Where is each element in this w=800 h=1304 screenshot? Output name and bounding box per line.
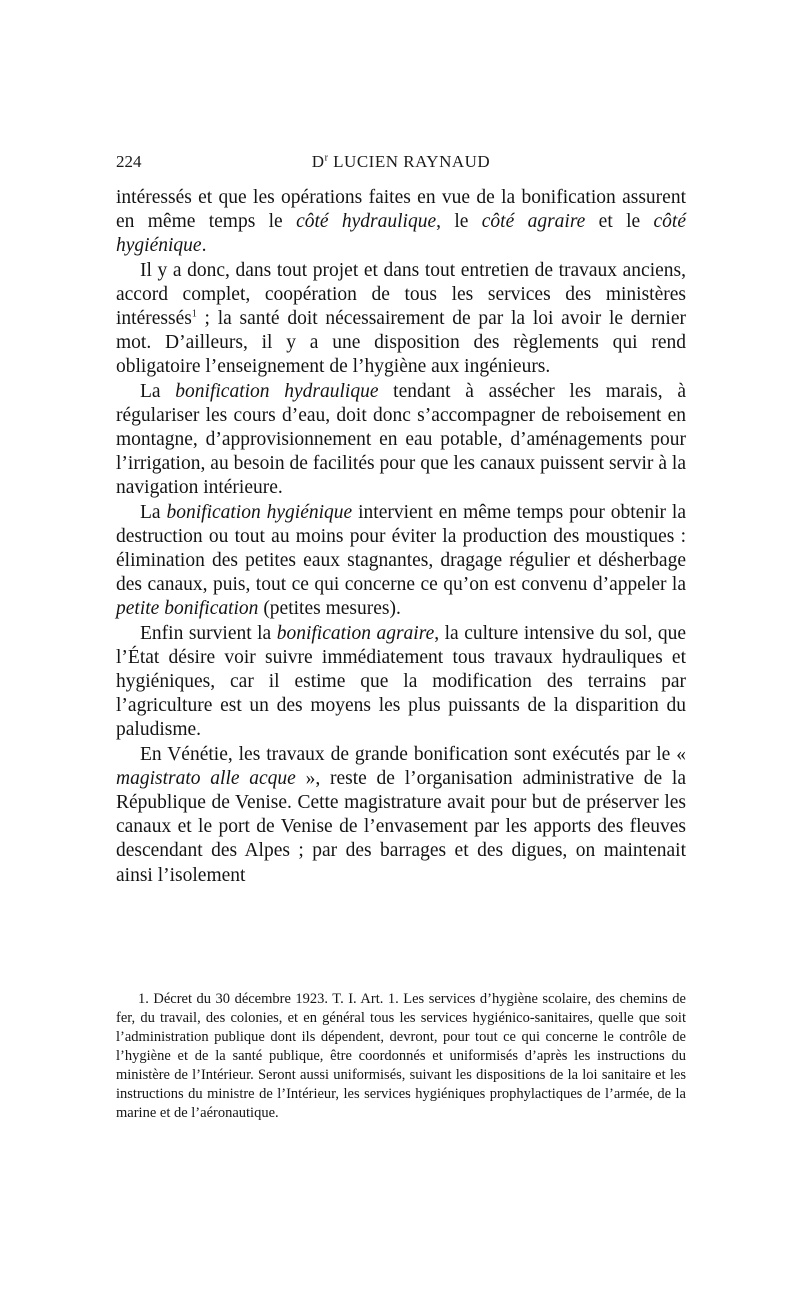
text-run: Il y a donc, dans tout projet et dans tout entretien de travaux anciens, accord complet, coopération de tous les services des ministères intéressés bbox=[116, 259, 686, 330]
text-run: La bbox=[140, 501, 167, 523]
body-text bbox=[116, 186, 686, 888]
running-head bbox=[116, 152, 686, 172]
page-header bbox=[116, 152, 686, 174]
italic-run: côté hygiénique bbox=[116, 211, 686, 257]
footnote bbox=[116, 990, 686, 1123]
text-run: intéressés et que les opérations faites en vue de la bonification assurent en même temps le bbox=[116, 187, 686, 233]
text-run: Enfin survient la bbox=[140, 622, 277, 644]
paragraph-4 bbox=[116, 501, 686, 622]
author-title-sup: r bbox=[324, 152, 329, 164]
text-run: intervient en même temps pour obtenir la destruction ou tout au moins pour éviter la production des moustiques : élimination des petites eaux stagnantes, dragage régulier et désherbage des canaux, puis, tout ce qui concerne ce qu’on est convenu d’appeler la bbox=[116, 501, 687, 596]
paragraph-2 bbox=[116, 259, 686, 380]
paragraph-6 bbox=[116, 743, 686, 888]
text-run: », reste de l’organisation administrative de la République de Venise. Cette magistrature avait pour but de préserver les canaux et le port de Venise de l’envasement par les apports des fleuves descendant des Alpes ; par des barrages et des digues, on maintenait ainsi l’isolement bbox=[116, 767, 686, 886]
text-run: La bbox=[140, 380, 176, 402]
text-run: , le bbox=[436, 211, 482, 233]
paragraph-3 bbox=[116, 380, 686, 501]
italic-run: bonification agraire bbox=[276, 622, 435, 644]
italic-run: côté hydraulique bbox=[296, 211, 437, 233]
footnote-text: 1. Décret du 30 décembre 1923. T. I. Art. 1. Les services d’hygiène scolaire, des chemins de fer, du travail, des colonies, et en général tous les services hygiénico-sanitaires, quelle que soit l’administration publique dont ils dépendent, devront, pour tout ce qui concerne le contrôle de l’hygiène et de la santé publique, être coordonnés et uniformisés d’après les instructions du ministère de l’Intérieur. Seront aussi uniformisés, suivant les dispositions de la loi sanitaire et les instructions du ministre de l’Intérieur, les services hygiéniques prophylactiques de l’armée, de la marine et de l’aéronautique. bbox=[116, 991, 686, 1121]
footnote-ref: 1 bbox=[191, 308, 197, 320]
italic-run: magistrato alle acque bbox=[116, 767, 296, 789]
paragraph-1 bbox=[116, 186, 686, 259]
text-run: En Vénétie, les travaux de grande bonification sont exécutés par le « bbox=[140, 743, 686, 765]
paragraph-5 bbox=[116, 622, 686, 743]
text-run: tendant à assécher les marais, à régulariser les cours d’eau, doit donc s’accompagner de reboisement en montagne, d’approvisionnement en eau potable, d’aménagements pour l’irrigation, au besoin de facilités pour que les canaux puissent servir à la navigation intérieure. bbox=[116, 380, 686, 499]
italic-run: bonification hygiénique bbox=[166, 501, 353, 523]
text-run: , la culture intensive du sol, que l’État désire voir suivre immédiatement tous travaux hydrauliques et hygiéniques, car il estime que la modification des terrains par l’agriculture est un des moyens les plus puissants de la disparition du paludisme. bbox=[116, 622, 687, 741]
page-number: 224 bbox=[116, 152, 142, 171]
text-run: (petites mesures). bbox=[258, 598, 401, 620]
author-name: LUCIEN RAYNAUD bbox=[333, 152, 491, 171]
text-run: ; la santé doit nécessairement de par la loi avoir le dernier mot. D’ailleurs, il y a une disposition des règlements qui rend obligatoire l’enseignement de l’hygiène aux ingénieurs. bbox=[116, 308, 686, 378]
author-prefix: D bbox=[311, 152, 325, 171]
text-run: . bbox=[201, 235, 207, 257]
text-run: et le bbox=[585, 211, 654, 233]
italic-run: petite bonification bbox=[116, 598, 259, 620]
italic-run: côté agraire bbox=[481, 211, 586, 233]
italic-run: bonification hydraulique bbox=[175, 380, 379, 402]
